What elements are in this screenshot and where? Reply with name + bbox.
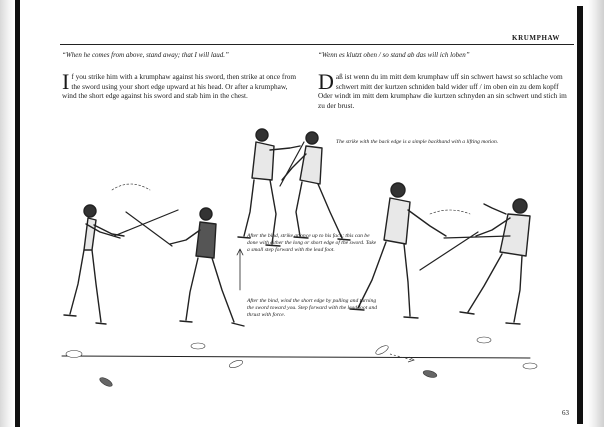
english-paragraph-text: f you strike him with a krumphaw against his sword, then strike at once from the sword using your short edge upward at his head. Or after a krumphaw, wind the short edge against his sword and stab him in the chest. (62, 72, 297, 100)
german-dropcap: D (318, 69, 334, 94)
english-verse-quote: “When he comes from above, stand away; that I will laud.” (62, 51, 229, 59)
motion-arc-pair1 (112, 184, 150, 190)
german-verse-quote: “Wenn es klutzt oben / so stand ab das will ich loben” (318, 51, 470, 59)
english-dropcap: I (62, 69, 70, 94)
footprint-filled-1 (98, 376, 113, 388)
footprint-outline-2 (191, 343, 205, 349)
caption-after-bind-strike: After the bind, strike at once up to his face; this can be done with either the long or short edge of the sword. Take a small step forward with the lead foot. (247, 233, 377, 253)
footprint-outline-6 (523, 363, 537, 369)
fencer-left-pair2-illustration (238, 129, 300, 246)
footprint-outline-5 (477, 337, 491, 343)
footprint-outline-3 (228, 359, 243, 369)
running-header: KRUMPHAW (512, 34, 560, 42)
floor-line (62, 356, 530, 358)
fencer-right-pair1-illustration (170, 208, 244, 326)
footprint-outline-1 (66, 351, 82, 358)
footprint-filled-2 (422, 369, 437, 378)
german-paragraph-text: aß ist wenn du im mitt dem krumphaw uff sin schwert hawst so schlache vom schwert mitt der kurtzen schniden bald wider uff / im oben ein zu dem kopff Oder windt im mitt dem krumphaw die kurtzen schnyden an sin schwert und stich im zu der brust. (318, 72, 567, 110)
fencer-right-pair3-illustration (460, 199, 530, 324)
page-number: 63 (562, 409, 569, 417)
fencer-left-pair1-illustration (64, 205, 124, 324)
motion-arc-pair3 (430, 210, 470, 214)
sword-left-pair1-illustration (114, 210, 178, 236)
sword-right-pair1-illustration (126, 212, 172, 246)
footprint-outline-4 (374, 344, 389, 356)
caption-backhand: The strike with the back edge is a simple backhand with a lifting motion. (336, 139, 499, 145)
caption-after-bind-wind: After the bind, wind the short edge by pulling and turning the sword toward you. Step forward with the lead foot and thrust with force. (247, 298, 378, 318)
